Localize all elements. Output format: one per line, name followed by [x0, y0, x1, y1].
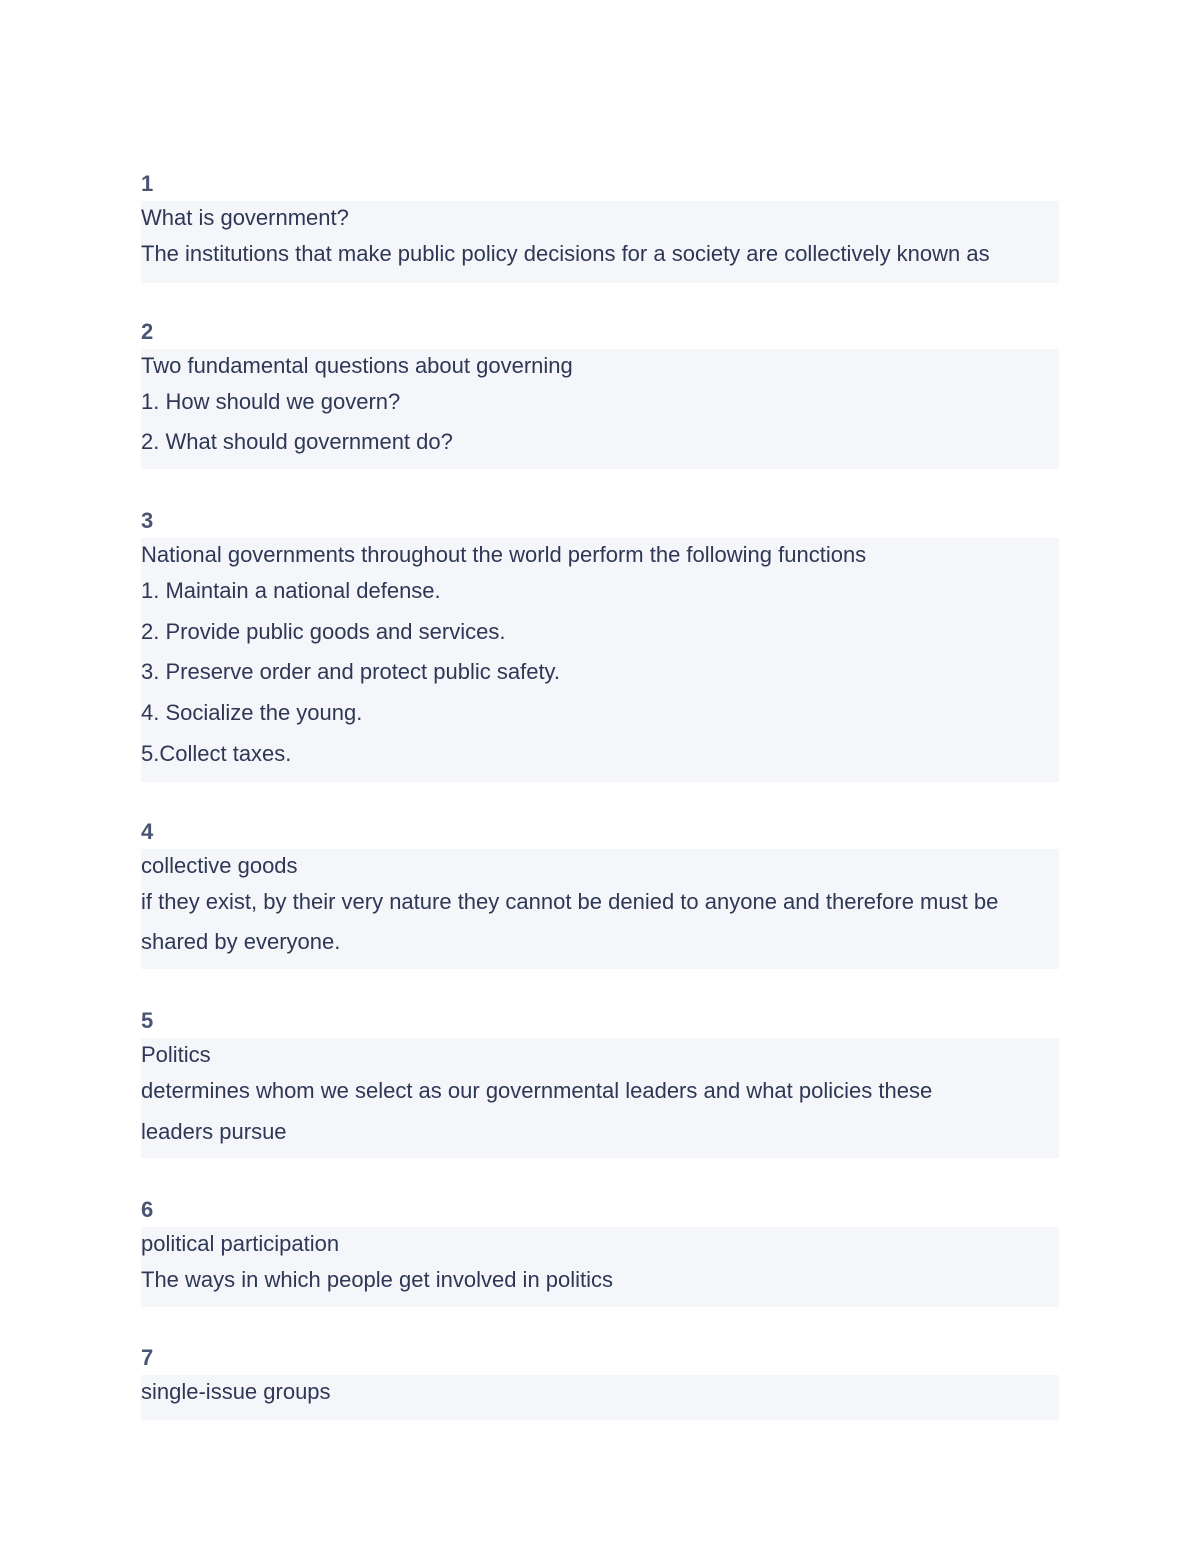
card-number: 1 — [141, 171, 154, 196]
card-term: Two fundamental questions about governing — [141, 353, 573, 378]
card-term: collective goods — [141, 853, 298, 878]
card-number: 7 — [141, 1345, 154, 1370]
flashcard-4 — [141, 817, 1059, 969]
flashcard-2 — [141, 317, 1059, 469]
flashcard-7 — [141, 1343, 1059, 1420]
card-term: What is government? — [141, 205, 349, 230]
card-definition-line: 2. Provide public goods and services. — [141, 619, 506, 644]
flashcard-5 — [141, 1006, 1059, 1158]
card-content — [141, 849, 1059, 969]
card-content — [141, 1375, 1059, 1420]
card-definition-line: if they exist, by their very nature they cannot be denied to anyone and therefore must be — [141, 889, 999, 914]
card-content — [141, 201, 1059, 283]
card-definition-line: The ways in which people get involved in politics — [141, 1267, 614, 1292]
card-definition-line: leaders pursue — [141, 1119, 287, 1144]
card-term: National governments throughout the world perform the following functions — [141, 542, 867, 567]
card-definition-line: 4. Socialize the young. — [141, 700, 363, 725]
card-content — [141, 538, 1059, 782]
flashcard-1 — [141, 169, 1059, 283]
card-definition-line: shared by everyone. — [141, 929, 341, 954]
card-content — [141, 349, 1059, 469]
card-number: 6 — [141, 1197, 154, 1222]
flashcard-3 — [141, 506, 1059, 782]
card-definition-line: 1. Maintain a national defense. — [141, 578, 441, 603]
card-number: 3 — [141, 508, 154, 533]
card-definition-line: 2. What should government do? — [141, 429, 453, 454]
card-term: Politics — [141, 1042, 211, 1067]
card-definition-line: The institutions that make public policy decisions for a society are collectively known as — [141, 241, 990, 266]
card-definition-line: determines whom we select as our governmental leaders and what policies these — [141, 1078, 933, 1103]
card-definition-line: 1. How should we govern? — [141, 389, 401, 414]
flashcard-6 — [141, 1195, 1059, 1307]
card-number: 5 — [141, 1008, 154, 1033]
card-number: 2 — [141, 319, 154, 344]
card-definition-line: 3. Preserve order and protect public safety. — [141, 659, 561, 684]
card-term: political participation — [141, 1231, 340, 1256]
card-definition-line: 5.Collect taxes. — [141, 741, 292, 766]
card-content — [141, 1227, 1059, 1307]
card-term: single-issue groups — [141, 1379, 331, 1404]
card-number: 4 — [141, 819, 154, 844]
card-content — [141, 1038, 1059, 1158]
